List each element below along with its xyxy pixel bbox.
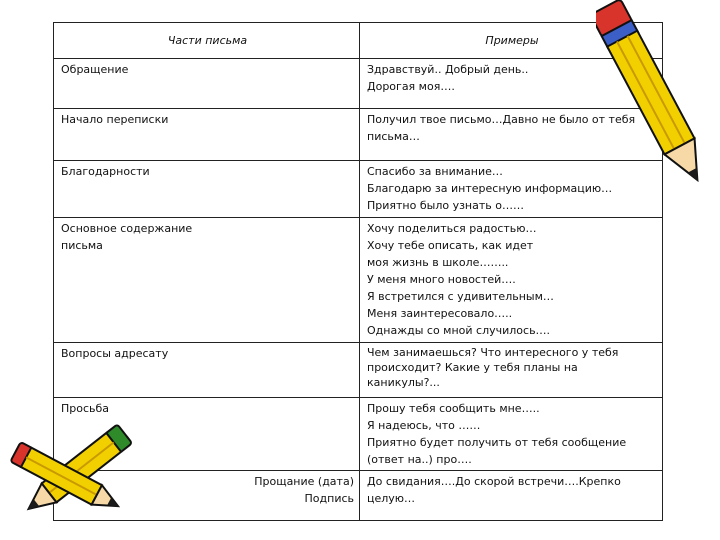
part-cell: Вопросы адресату bbox=[54, 343, 360, 398]
part-cell: Основное содержание письма bbox=[54, 218, 360, 343]
table-row bbox=[54, 109, 663, 161]
table-row bbox=[54, 398, 663, 471]
part-cell: Просьба bbox=[54, 398, 360, 471]
table-row bbox=[54, 343, 663, 398]
pencil-icon bbox=[596, 0, 720, 200]
examples-cell: Хочу поделиться радостью… Хочу тебе описать, как идет моя жизнь в школе…….. У меня много новостей…. Я встретился с удивительным… Меня заинтересовало….. Однажды со мной случилось…. bbox=[360, 218, 663, 343]
part-cell: Начало переписки bbox=[54, 109, 360, 161]
part-cell: Благодарности bbox=[54, 161, 360, 218]
part-cell: Прощание (дата) Подпись bbox=[54, 471, 360, 521]
table-row bbox=[54, 59, 663, 109]
examples-cell: Прошу тебя сообщить мне….. Я надеюсь, что …… Приятно будет получить от тебя сообщение (ответ на..) про…. bbox=[360, 398, 663, 471]
examples-cell: Здравствуй.. Добрый день.. Дорогая моя…. bbox=[360, 59, 663, 109]
examples-cell: Получил твое письмо…Давно не было от тебя письма… bbox=[360, 109, 663, 161]
letter-parts-table bbox=[53, 22, 663, 521]
part-cell: Обращение bbox=[54, 59, 360, 109]
examples-cell: Спасибо за внимание… Благодарю за интересную информацию… Приятно было узнать о…… bbox=[360, 161, 663, 218]
table-row bbox=[54, 218, 663, 343]
table-header-row bbox=[54, 23, 663, 59]
examples-cell: До свидания….До скорой встречи….Крепко целую… bbox=[360, 471, 663, 521]
table-row bbox=[54, 161, 663, 218]
examples-cell: Чем занимаешься? Что интересного у тебя происходит? Какие у тебя планы на каникулы?... bbox=[360, 343, 663, 398]
header-parts: Части письма bbox=[54, 23, 360, 59]
crossed-pencils-icon bbox=[8, 418, 138, 536]
header-examples: Примеры bbox=[360, 23, 663, 59]
table-row bbox=[54, 471, 663, 521]
